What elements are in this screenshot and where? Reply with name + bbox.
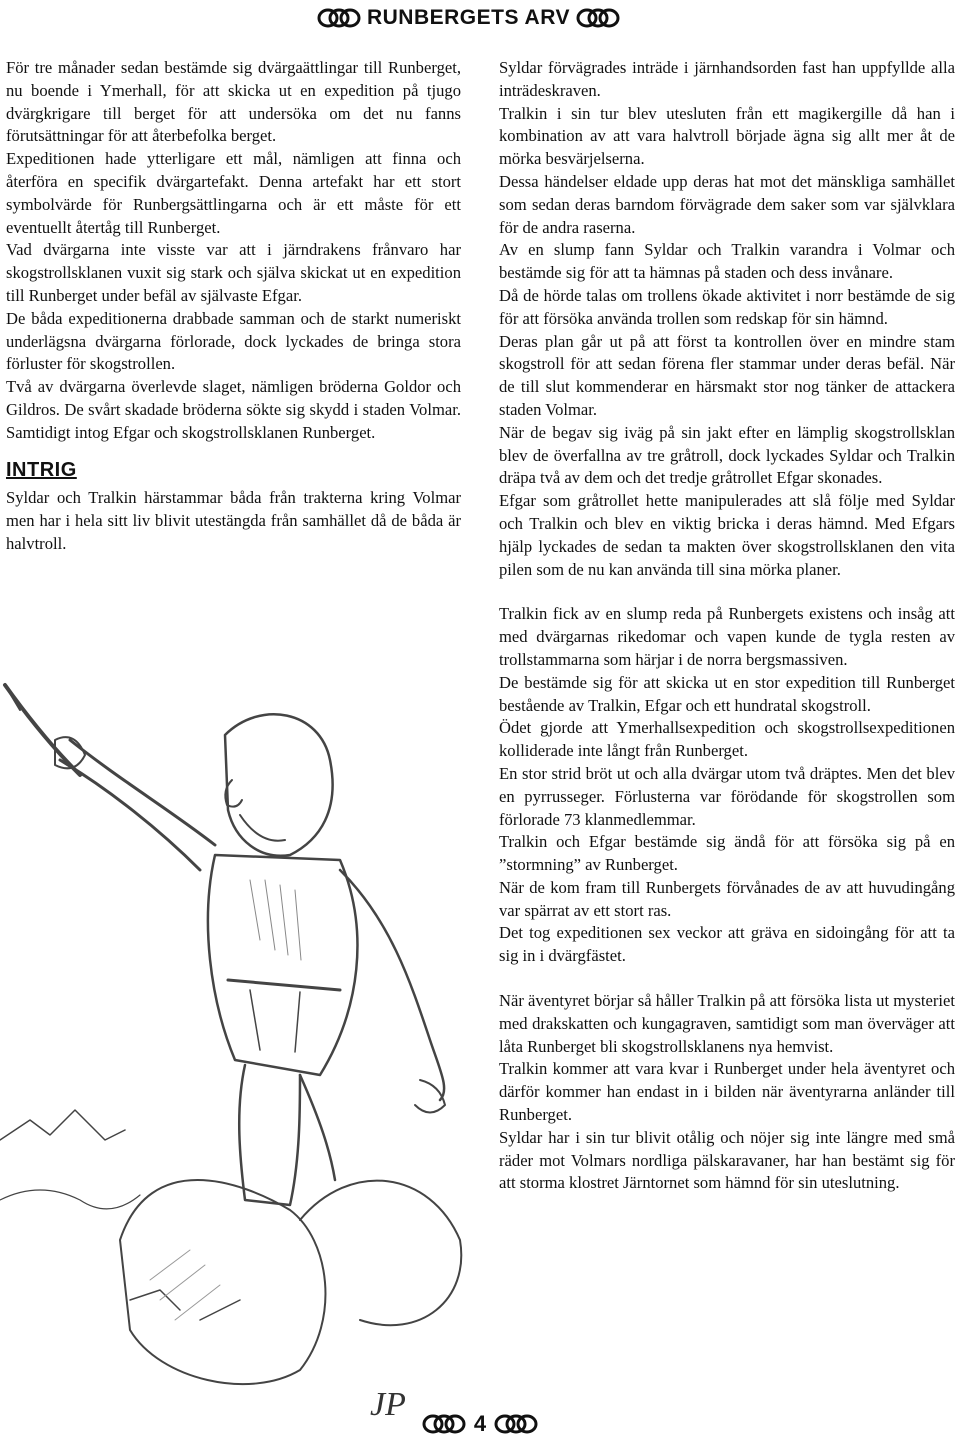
- knot-ornament-icon: [576, 7, 620, 29]
- paragraph: Vad dvärgarna inte visste var att i järndrakens frånvaro har skogstrollsklanen vuxit sig stark och själva skickat ut en expedition till Runberget under befäl av självaste Efgar.: [6, 240, 461, 305]
- troll-illustration: [0, 680, 470, 1420]
- paragraph: Ödet gjorde att Ymerhallsexpedition och skogstrollsexpeditionen kolliderade inte långt från Runberget.: [499, 718, 955, 761]
- troll-with-sword-sketch-icon: [0, 680, 470, 1420]
- paragraph: När de begav sig iväg på sin jakt efter en lämplig skogstrollsklan blev de överfallna av tre gråtroll, dock lyckades Syldar och Tralkin dräpa två av dem och det tredje gråtrollet Efgar skonades.: [499, 422, 955, 488]
- paragraph: Tralkin och Efgar bestämde sig ändå för att försöka sig på en ”stormning” av Runberget.: [499, 832, 955, 875]
- paragraph: Tralkin i sin tur blev utesluten från ett magikergille då han i kombination av att vara halvtroll började ägna sig allt mer åt de mörka besvärjelserna.: [499, 103, 955, 169]
- paragraph: När äventyret börjar så håller Tralkin på att försöka lista ut mysteriet med drakskatten och kungagraven, samtidigt som man överväger att låta Runberget bli skogstrollsklanens nya hemvist.: [499, 991, 955, 1056]
- knot-ornament-icon: [494, 1413, 538, 1435]
- paragraph: För tre månader sedan bestämde sig dvärgaättlingar till Runberget, nu boende i Ymerhall, för att skicka ut en expedition på tjugo dvärgkrigare till berget för att undersöka om det nu fanns förutsättningar för att återbefolka berget.: [6, 58, 461, 146]
- page-footer: [0, 1411, 960, 1437]
- left-column: [6, 57, 461, 556]
- paragraph: När de kom fram till Runbergets förvånades de av att huvudingång var spärrat av ett stort ras.: [499, 877, 955, 920]
- running-title: RUNBERGETS ARV: [366, 6, 570, 29]
- paragraph: Tralkin kommer att vara kvar i Runberget under hela äventyret och därför kommer han endast in i bilden när äventyrarna anländer till Runberget.: [499, 1059, 955, 1125]
- section-heading-intrig: INTRIG: [6, 458, 77, 481]
- paragraph: Två av dvärgarna överlevde slaget, nämligen bröderna Goldor och Gildros. De svårt skadade bröderna sökte sig skydd i staden Volmar. Samtidigt intog Efgar och skogstrollsklanen Runberget.: [6, 377, 461, 442]
- knot-ornament-icon: [317, 7, 361, 29]
- paragraph: Av en slump fann Syldar och Tralkin varandra i Volmar och bestämde sig för att ta hämnas på staden och dess invånare.: [499, 240, 955, 283]
- knot-ornament-icon: [422, 1413, 466, 1435]
- paragraph: De bestämde sig för att skicka ut en stor expedition till Runberget bestående av Tralkin, Efgar och ett hundratal skogstroll.: [499, 672, 955, 715]
- paragraph: Då de hörde talas om trollens ökade aktivitet i norr bestämde de sig för att försöka använda trollen som redskap för sin hämnd.: [499, 285, 955, 328]
- right-column: [499, 57, 955, 1195]
- paragraph-gap: [499, 968, 955, 990]
- paragraph: Efgar som gråtrollet hette manipulerades att slå följe med Syldar och Tralkin och blev en viktig bricka i deras hämnd. Med Efgars hjälp lyckades de sedan ta makten över skogstrollsklanen den vita pilen som de nu kan använda till sina mörka planer.: [499, 491, 955, 579]
- page-number: 4: [473, 1411, 487, 1436]
- paragraph-gap: [499, 581, 955, 603]
- paragraph: Deras plan går ut på att först ta kontrollen över en mindre stam skogstroll för att sedan förena fler stammar under deras befäl. När de till slut kommenderar en härsmakt stor nog tänker de attackera staden Volmar.: [499, 331, 955, 419]
- paragraph: Det tog expeditionen sex veckor att gräva en sidoingång för att ta sig in i dvärgfästet.: [499, 923, 955, 966]
- paragraph: Dessa händelser eldade upp deras hat mot det mänskliga samhället som sedan deras barndom förvägrade dem saker som var självklara för de andra raserna.: [499, 171, 955, 237]
- paragraph: Tralkin fick av en slump reda på Runbergets existens och insåg att med dvärgarnas rikedomar och vapen kunde de tygla resten av trollstammarna som härjar i de norra bergsmassiven.: [499, 604, 955, 669]
- artist-signature: JP: [370, 1386, 406, 1420]
- page-header: [317, 6, 620, 30]
- paragraph: En stor strid bröt ut och alla dvärgar utom två dräptes. Men det blev en pyrrusseger. Förlusterna var förödande för skogstrollen som förlorade 73 klanmedlemmar.: [499, 763, 955, 829]
- paragraph: Expeditionen hade ytterligare ett mål, nämligen att finna och återföra en specifik dvärgartefakt. Denna artefakt har ett stort symbolvärde för Runbergsättlingarna och är ett måste för ett eventuellt återtåg till Runberget.: [6, 149, 461, 237]
- paragraph: Syldar och Tralkin härstammar båda från trakterna kring Volmar men har i hela sitt liv blivit utestängda från samhället då de båda är halvtroll.: [6, 488, 461, 553]
- paragraph: Syldar förvägrades inträde i järnhandsorden fast han uppfyllde alla inträdeskraven.: [499, 58, 955, 100]
- paragraph: De båda expeditionerna drabbade samman och de starkt numeriskt underlägsna dvärgarna förlorade, dock lyckades de bringa stora förluster för skogstrollen.: [6, 308, 461, 374]
- paragraph: Syldar har i sin tur blivit otålig och nöjer sig inte längre med små räder mot Volmars nordliga pälskaravaner, har han bestämt sig för att storma klostret Järntornet som hämnd för sin uteslutning.: [499, 1127, 955, 1193]
